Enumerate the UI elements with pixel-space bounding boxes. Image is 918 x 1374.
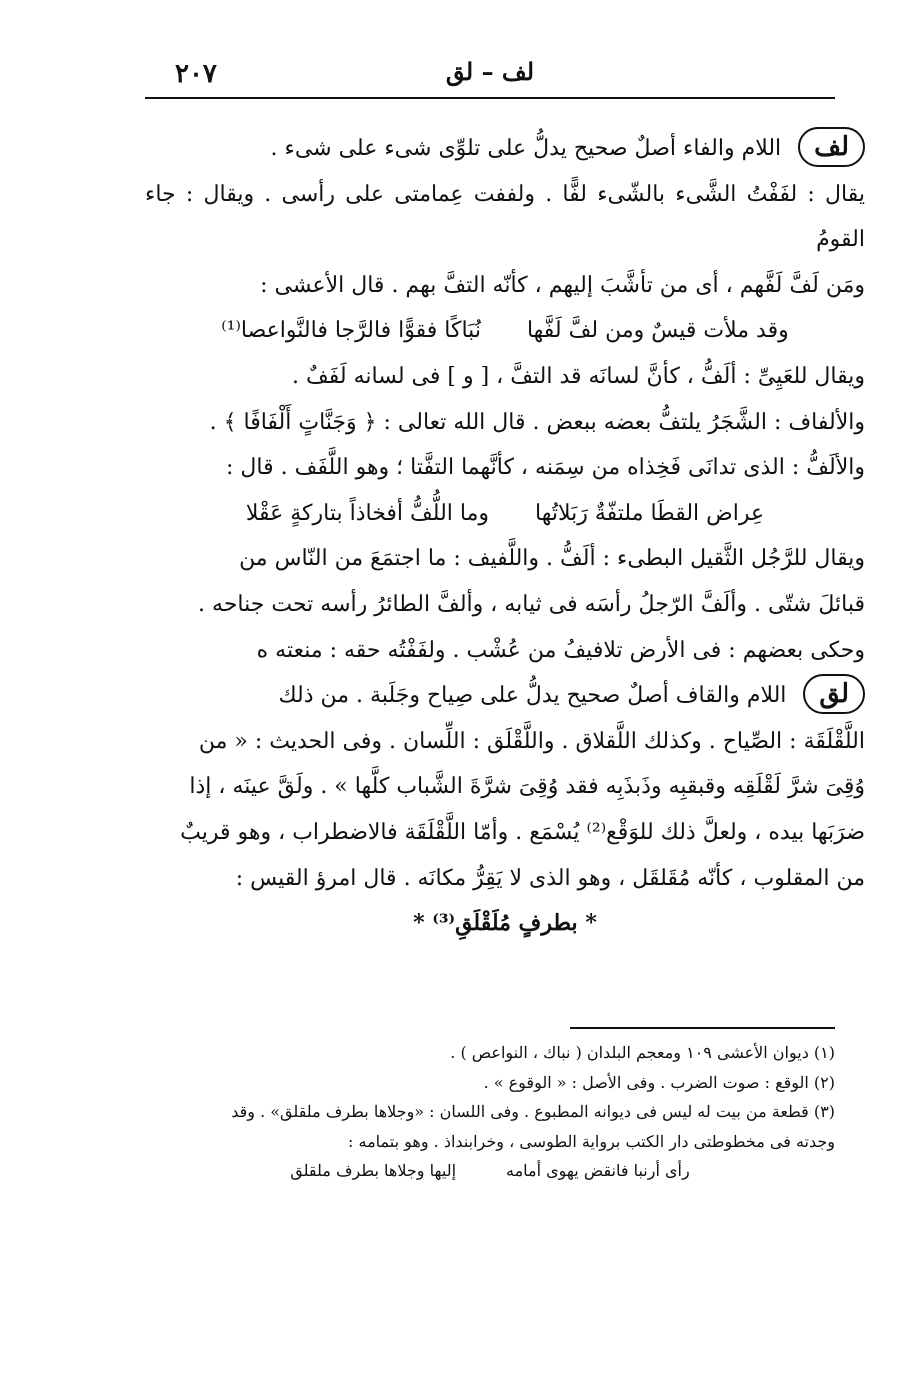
entry-text: ويقال للرَّجُل الثَّقيل البطىء : ألَفُّ . واللَّفيف : ما اجتمَعَ من النّاس من [239,546,865,572]
footnote-rule [570,1027,835,1029]
page-header [145,55,835,95]
verse-hemistich: نُبَاكًا فقوًّا فالرَّجا فالنَّواعصا⁽¹⁾ [221,318,481,344]
footnote: (٢) الوقع : صوت الضرب . وفى الأصل : « الوقوع » . [483,1072,835,1092]
entry-text: ويقال للعَيِىِّ : ألَفُّ ، كأنَّ لسانَه قد التفَّ ، [ و ] فى لسانه لَفَفٌ . [292,363,865,389]
entry-text: وُقِىَ شرَّ لَقْلَقِه وقبقبِه وذَبذَبِه فقد وُقِىَ شرَّةَ الشَّباب كلَّها » . ولَقَّ عينَه ، إذا [189,774,865,800]
entry-laq-first-line [145,673,865,719]
page-number: ٢٠٧ [175,59,217,89]
verse-half-line: * بطرفٍ مُلَقْلَقِ⁽³⁾ * [413,910,597,937]
entry-text: اللام والقاف أصلٌ صحيح يدلُّ على صِياح وجَلَبة . من ذلك [278,683,787,709]
entry-text: والألفاف : الشَّجَرُ يلتفُّ بعضه ببعض . قال الله تعالى : ﴿ وَجَنَّاتٍ أَلْفَافًا ﴾ . [209,409,865,435]
verse-hemistich: إليها وجلاها بطرف ملقلق [290,1161,457,1180]
verse-couplet [145,308,865,354]
dictionary-body [145,126,865,947]
verse-couplet [145,491,865,537]
entry-text: وحكى بعضهم : فى الأرض تلافيفُ من عُشْب . ولفَفْتُه حقه : منعته ه [256,637,865,663]
footnote-verse [145,1156,835,1186]
footnotes [145,1038,835,1186]
entry-text: من المقلوب ، كأنّه مُقَلقَل ، وهو الذى لا يَقِرُّ مكانَه . قال امرؤ القيس : [235,865,865,891]
verse-hemistich: عِراض القطَا ملتفّةٌ رَبَلاتُها [535,500,765,526]
entry-text: قبائلَ شتّى . وألَفَّ الرّجلُ رأسَه فى ثيابه ، وألفَّ الطائرُ رأسه تحت جناحه . [198,591,865,617]
entry-text: اللَّقْلَقَة : الصِّياح . وكذلك اللَّقلاق . واللَّقْلَق : اللِّسان . وفى الحديث : « من [198,728,865,754]
entry-text: اللام والفاء أصلٌ صحيح يدلُّ على تلوِّى شىء على شىء . [270,136,782,161]
entry-text: ومَن لَفَّ لَفَّهم ، أى من تأشَّبَ إليهم ، كأنّه التفَّ بهم . قال الأعشى : [260,272,865,298]
entry-heading-laq: لق [803,674,865,714]
header-rule [145,97,835,99]
entry-text: يقال : لفَفْتُ الشَّىء بالشّىء لفًّا . ولففت عِمامتى على رأسى . ويقال : جاء القومُ [145,181,865,253]
footnote: (١) ديوان الأعشى ١٠٩ ومعجم البلدان ( نباك ، النواعص ) . [450,1043,835,1062]
verse-hemistich: وما اللُّفُّ أفخاذاً بتاركةٍ عَقْلا [245,500,490,526]
entry-heading-laf: لف [798,127,865,167]
running-title: لف – لق [445,57,535,86]
entry-text: والألَفُّ : الذى تدانَى فَخِذاه من سِمَنه ، كأنَّهما التفَّتا ؛ وهو اللَّفَف . قال : [226,455,865,481]
footnote: (٣) قطعة من بيت له ليس فى ديوانه المطبوع . وفى اللسان : «وجلاها بطرف ملقلق» . وقد [231,1102,835,1121]
entry-laf-first-line [145,126,865,172]
verse-hemistich: وقد ملأت قيسٌ ومن لفَّ لَفَّها [526,318,789,344]
entry-text: ضرَبَها بيده ، ولعلَّ ذلك للوَقْع⁽²⁾ يُسْمَع . وأمّا اللَّقْلَقَة فالاضطراب ، وهو قريبٌ [180,819,865,845]
verse-hemistich: رأى أرنبا فانقض يهوى أمامه [506,1161,690,1180]
footnote: وجدته فى مخطوطتى دار الكتب برواية الطوسى ، وخرابنداذ . وهو بتمامه : [348,1131,835,1151]
